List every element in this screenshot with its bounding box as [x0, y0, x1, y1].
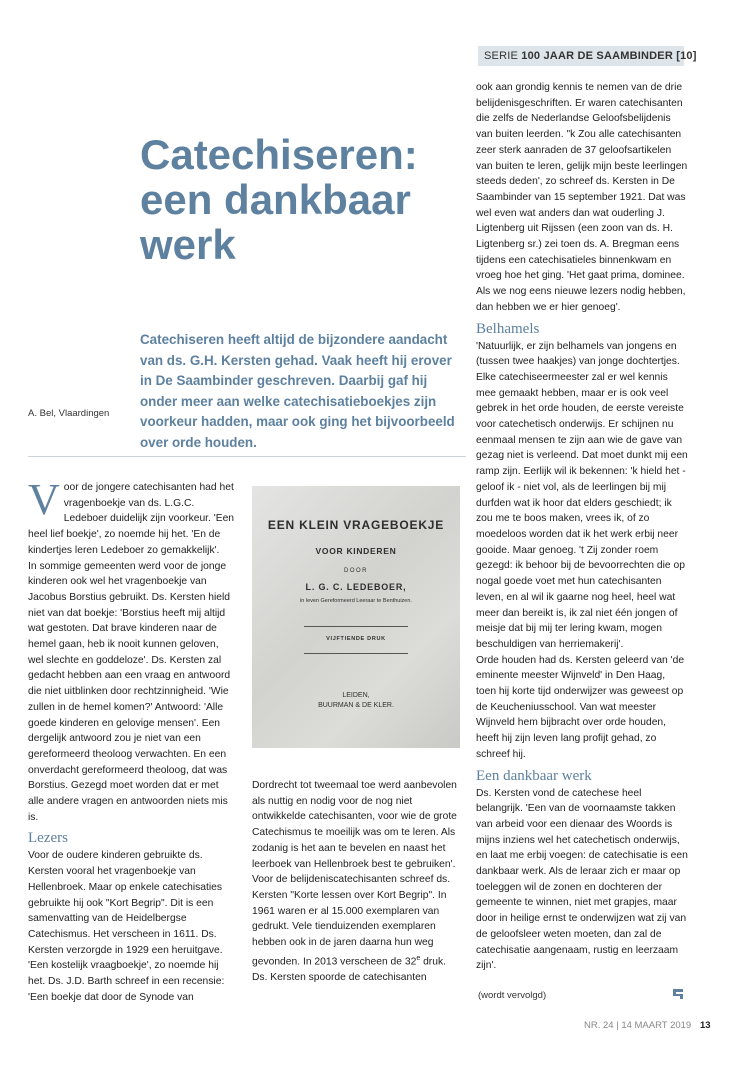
subheading-lezers: Lezers: [28, 830, 68, 847]
article-intro: Catechiseren heeft altijd de bijzondere aandacht van ds. G.H. Kersten gehad. Vaak heeft hij erover in De Saambinder geschreven. Daarbij gaf hij onder meer aan welke catechisatieboekjes zijn voorkeur hadden, maar ook ging het bijvoorbeeld over orde houden.: [140, 332, 455, 450]
book-edition: VIJFTIENDE DRUK: [326, 636, 386, 642]
continued-note: (wordt vervolgd): [478, 990, 547, 1001]
paragraph: 'Natuurlijk, er zijn belhamels van jongens en (tussen twee haakjes) van jonge dochtertjes. Elke catechiseermeester zal er wel kennis mee gemaakt hebben, maar er is ook veel gebrek in het orde houden, de eerste vereiste voor catechetisch onderwijs. Er schijnen nu eenmaal mensen te zijn aan wie de gave van gezag niet is verleend. Dat moet dunkt mij een ramp zijn. Eerlijk wil ik bekennen: 'k hield het - geloof ik - niet vol, als de leerlingen bij mij durfden wat ik hoor dat elders geschiedt; ik zou me te boos maken, vrees ik, of zo moedeloos worden dat ik het werk erbij neer gooide. Maar genoeg. 't Zij zonder roem gezegd: ik behoor bij de bevoorrechten die op nogal goede voet met hun catechisanten leven, en al wil ik gaarne nog heel, heel wat meer dan bereikt is, ik zal niet één jongen of meisje dat bij mij ter lering kwam, mogen beschuldigen van herriemakerij'.: [476, 340, 688, 650]
book-author: L. G. C. LEDEBOER,: [305, 582, 407, 592]
series-title: 100 JAAR DE SAAMBINDER [10]: [521, 50, 697, 62]
book-publisher: BUURMAN & DE KLER.: [318, 702, 394, 709]
book-by: DOOR: [344, 568, 368, 574]
book-subtitle: VOOR KINDEREN: [315, 546, 397, 556]
paragraph: In sommige gemeenten werd voor de jonge kinderen ook wel het vragenboekje van Jacobus Borstius gebruikt. Ds. Kersten hield niet van dat boekje: 'Borstius heeft mij altijd wat gestoten. Dat brave kinderen naar de hemel gaan, heb ik nooit kunnen geloven, wel slechte en goddeloze'. Ds. Kersten zal gedacht hebben aan een vraag en antwoord die niet uitblinken door rechtzinnigheid. 'Wie zullen in de hemel komen?' Antwoord: 'Alle goede kinderen en gelovige mensen'. Een dergelijk antwoord zou je niet van een gereformeerd theoloog verwachten. En een onverdacht gereformeerd theoloog, dat was Borstius. Gezegd moet worden dat er met alle andere vragen en antwoorden niets mis is.: [28, 560, 231, 823]
paragraph: Voor de belijdeniscatechisanten schreef ds. Kersten "Korte lessen over Kort Begrip". In 1961 waren er al 15.000 exemplaren van gedrukt. Vele tienduizenden exemplaren hebben ook in de jaren daarna hun weg gevonden. In 2013 verscheen de 32e druk.: [252, 874, 451, 968]
subheading-belhamels: Belhamels: [476, 320, 540, 337]
paragraph: Dordrecht tot tweemaal toe werd aanbevolen als nuttig en nodig voor de nog niet ontwikkelde catechisanten, voor wie de grote Catechismus te moeilijk was om te leren. Als zodanig is het aan te bevelen en naast het leerboek van Hellenbroek best te gebruiken'.: [252, 780, 457, 870]
series-tag: [478, 46, 697, 66]
end-mark-icon: [672, 988, 684, 1000]
column-3: [476, 80, 688, 974]
paragraph: Orde houden had ds. Kersten geleerd van 'de eminente meester Wijnveld' in Den Haag, toen hij korte tijd onderwijzer was geweest op de Keucheniusschool. Van wat meester Wijnveld hem bijbracht over orde houden, heeft hij zijn leven lang profijt gehad, zo schreef hij.: [476, 654, 685, 760]
book-city: LEIDEN,: [342, 692, 370, 699]
book-cover-photo: [252, 486, 460, 748]
issue-info: NR. 24 | 14 MAART 2019: [584, 1020, 692, 1031]
paragraph: Ds. Kersten spoorde de catechisanten: [252, 971, 427, 983]
paragraph: Ds. Kersten vond de catechese heel belangrijk. 'Een van de voornaamste takken van arbeid voor een dienaar des Woords is mijns inziens wel het catechetisch onderwijs, en laat me erbij voegen: de catechisatie is een dankbaar werk. Als de leraar zich er maar op toeleggen wil de zonen en dochteren der gemeente te winnen, niet met grapjes, maar door in heilige ernst te onderwijzen wat zij van de geloofsleer weten moeten, dan zal de catechisatie aangenaam, rustig en leerzaam zijn'.: [476, 787, 688, 972]
series-prefix: SERIE: [484, 50, 519, 62]
author-byline: A. Bel, Vlaardingen: [28, 408, 110, 419]
paragraph: ook aan grondig kennis te nemen van de drie belijdenisgeschriften. Er waren catechisanten die zelfs de Nederlandse Geloofsbelijdenis van buiten leerden. "k Zou alle catechisanten zeer sterk aanraden de 37 geloofsartikelen van buiten te leren, gelijk mijn beste leerlingen steeds deden', zo schreef ds. Kersten in De Saambinder van 15 september 1921. Dat was wel even wat anders dan wat ouderling J. Ligtenberg uit Rijssen (een zoon van ds. H. Ligtenberg sr.) zei toen ds. A. Bregman eens tijdens een catechisatieles binnenkwam en vroeg hoe het ging. 'Het gaat prima, dominee. Als we nog eens nieuwe lezers nodig hebben, dan hebben we er hier genoeg'.: [476, 82, 688, 313]
divider: [28, 456, 466, 457]
column-2: [252, 778, 460, 986]
paragraph: oor de jongere catechisanten had het vragenboekje van ds. L.G.C. Ledeboer duidelijk zijn voorkeur. 'Een heel lief boekje', zo noemde hij het. 'En de kindertjes leren Ledeboer zo gemakkelijk'.: [28, 482, 235, 556]
page-number: 13: [700, 1020, 711, 1031]
paragraph: Voor de oudere kinderen gebruikte ds. Kersten vooral het vragenboekje van Hellenbroek. Maar op enkele catechisaties gebruikte hij ook "Kort Begrip". Dit is een samenvatting van de Heidelbergse Catechismus. Het verscheen in 1611. Ds. Kersten verzorgde in 1929 een heruitgave. 'Een kostelijk vraagboekje', zo noemde hij het. Ds. J.D. Barth schreef in een recensie: 'Een boekje dat door de Synode van: [28, 850, 225, 1003]
column-1: [28, 475, 236, 1006]
drop-cap: V: [28, 475, 60, 524]
book-title: EEN KLEIN VRAGEBOEKJE: [267, 518, 445, 532]
book-author-info: in leven Gereformeerd Leeraar te Benthuizen.: [300, 598, 412, 604]
article-title: Catechiseren: een dankbaar werk: [140, 131, 418, 268]
subheading-dankbaar-werk: Een dankbaar werk: [476, 767, 592, 784]
